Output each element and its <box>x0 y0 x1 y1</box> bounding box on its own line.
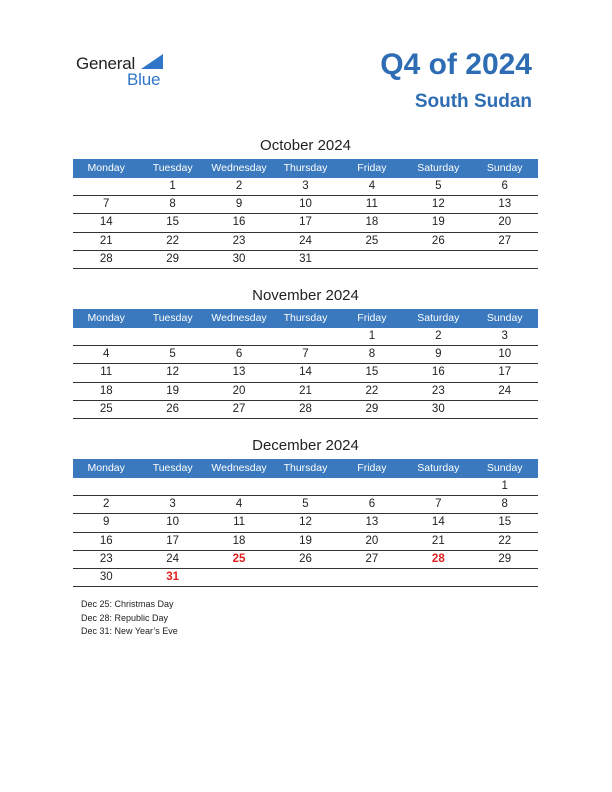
date-cell: 6 <box>235 348 243 361</box>
date-cell: 5 <box>169 348 176 361</box>
weekday-label: Saturday <box>417 462 460 474</box>
date-cell: 4 <box>103 348 110 361</box>
date-cell: 25 <box>99 402 113 415</box>
weekday-label: Sunday <box>486 312 523 324</box>
week-row <box>73 496 538 514</box>
date-cell: 10 <box>498 348 512 361</box>
date-cell <box>339 478 405 495</box>
date-cell: 19 <box>431 216 445 229</box>
date-cell: 27 <box>232 402 246 415</box>
week-row <box>73 196 538 214</box>
date-cell: 17 <box>299 216 312 229</box>
date-cell: 1 <box>501 480 508 492</box>
country-name: South Sudan <box>414 91 532 112</box>
week-row <box>73 514 538 532</box>
date-cell: 16 <box>99 534 113 547</box>
date-cell: 13 <box>232 366 246 379</box>
date-cell <box>206 478 272 495</box>
date-cell <box>405 251 471 268</box>
date-cell <box>73 178 139 195</box>
date-cell <box>139 328 205 345</box>
date-cell: 29 <box>498 552 512 565</box>
date-cell: 30 <box>99 570 113 583</box>
date-cell: 12 <box>166 366 180 379</box>
holiday-date-cell: 25 <box>232 552 246 565</box>
date-cell: 21 <box>99 234 113 247</box>
weekday-label: Friday <box>357 462 387 474</box>
date-cell: 23 <box>99 552 113 565</box>
weekday-label: Tuesday <box>152 162 193 174</box>
date-cell: 20 <box>232 384 246 397</box>
week-row <box>73 346 538 364</box>
date-cell: 2 <box>103 498 110 511</box>
date-cell: 26 <box>299 552 312 565</box>
logo-triangle-icon <box>141 54 163 69</box>
date-cell: 1 <box>169 180 176 192</box>
weekday-label: Tuesday <box>152 312 193 324</box>
date-cell: 21 <box>299 384 312 397</box>
date-cell: 17 <box>498 366 512 379</box>
weekday-label: Sunday <box>486 162 523 174</box>
date-cell: 29 <box>365 402 379 415</box>
date-cell: 23 <box>232 234 246 247</box>
week-row <box>73 178 538 196</box>
date-cell: 26 <box>166 402 180 415</box>
date-cell: 12 <box>299 516 312 529</box>
date-cell: 9 <box>103 516 110 529</box>
date-cell: 20 <box>365 534 379 547</box>
date-cell: 5 <box>302 498 309 511</box>
date-cell: 31 <box>299 252 312 265</box>
holiday-note: Dec 25: Christmas Day <box>81 599 174 609</box>
date-cell: 21 <box>431 534 445 547</box>
date-cell: 16 <box>431 366 445 379</box>
weekday-label: Monday <box>87 162 125 174</box>
weekday-header <box>73 459 538 478</box>
date-cell: 27 <box>498 234 512 247</box>
date-cell <box>472 401 538 418</box>
date-cell: 23 <box>431 384 445 397</box>
date-cell: 22 <box>166 234 180 247</box>
date-cell: 8 <box>501 498 508 511</box>
date-cell: 15 <box>498 516 512 529</box>
date-cell <box>272 328 338 345</box>
date-cell <box>339 251 405 268</box>
date-cell: 8 <box>169 198 176 211</box>
date-cell <box>472 569 538 586</box>
date-cell: 3 <box>501 330 508 342</box>
date-cell: 30 <box>232 252 246 265</box>
date-cell: 11 <box>100 366 113 379</box>
date-cell: 7 <box>435 498 442 511</box>
date-cell: 28 <box>99 252 113 265</box>
date-cell: 2 <box>235 180 243 192</box>
month-title: November 2024 <box>252 287 359 304</box>
logo <box>76 52 176 90</box>
month-title: December 2024 <box>252 437 359 454</box>
holiday-date-cell: 31 <box>166 570 180 583</box>
weekday-label: Thursday <box>283 312 328 324</box>
date-cell: 25 <box>365 234 379 247</box>
calendar-december <box>73 437 538 587</box>
week-row <box>73 251 538 269</box>
date-cell <box>339 569 405 586</box>
week-row <box>73 383 538 401</box>
date-cell: 18 <box>232 534 246 547</box>
calendar-november <box>73 287 538 419</box>
date-cell: 11 <box>365 198 378 211</box>
date-cell: 3 <box>302 180 309 192</box>
date-cell: 6 <box>368 498 376 511</box>
week-row <box>73 533 538 551</box>
date-cell: 20 <box>498 216 512 229</box>
weekday-label: Sunday <box>486 462 523 474</box>
weekday-label: Friday <box>357 312 387 324</box>
date-cell: 14 <box>431 516 445 529</box>
weekday-label: Saturday <box>417 312 460 324</box>
date-cell: 3 <box>169 498 176 511</box>
weekday-label: Saturday <box>417 162 460 174</box>
date-cell: 14 <box>299 366 312 379</box>
date-cell: 24 <box>166 552 180 565</box>
weekday-label: Thursday <box>283 462 328 474</box>
date-cell: 26 <box>431 234 445 247</box>
date-cell: 24 <box>299 234 312 247</box>
date-cell: 17 <box>166 534 180 547</box>
date-cell: 13 <box>498 198 512 211</box>
week-row <box>73 328 538 346</box>
date-cell: 22 <box>365 384 379 397</box>
date-cell: 15 <box>166 216 180 229</box>
month-title: October 2024 <box>260 137 351 154</box>
date-cell: 11 <box>233 516 246 529</box>
logo-general-text: General <box>76 54 136 73</box>
date-cell: 28 <box>299 402 312 415</box>
date-cell: 8 <box>368 348 376 361</box>
week-row <box>73 401 538 419</box>
weekday-label: Wednesday <box>211 462 267 474</box>
date-cell: 19 <box>166 384 180 397</box>
week-row <box>73 364 538 382</box>
date-cell: 4 <box>368 180 376 192</box>
weekday-label: Wednesday <box>211 162 267 174</box>
week-row <box>73 478 538 496</box>
weekday-label: Friday <box>357 162 387 174</box>
date-cell: 10 <box>299 198 312 211</box>
date-cell: 5 <box>435 180 442 192</box>
date-cell: 15 <box>365 366 379 379</box>
date-cell <box>272 569 338 586</box>
date-cell: 7 <box>103 198 110 211</box>
week-row <box>73 551 538 569</box>
date-cell: 13 <box>365 516 379 529</box>
date-cell: 18 <box>365 216 379 229</box>
date-cell: 1 <box>368 330 376 342</box>
date-cell: 14 <box>99 216 113 229</box>
holiday-note: Dec 28: Republic Day <box>81 612 169 623</box>
date-cell: 24 <box>498 384 512 397</box>
weekday-label: Monday <box>87 312 125 324</box>
weekday-header <box>73 159 538 178</box>
date-cell <box>272 478 338 495</box>
date-cell <box>73 478 139 495</box>
weekday-header <box>73 309 538 328</box>
date-cell: 9 <box>235 198 243 211</box>
date-cell: 9 <box>435 348 442 361</box>
weekday-label: Tuesday <box>152 462 193 474</box>
date-cell: 19 <box>299 534 312 547</box>
week-row <box>73 569 538 587</box>
date-cell: 12 <box>431 198 445 211</box>
page-title: Q4 of 2024 <box>380 48 532 81</box>
date-cell: 22 <box>498 534 512 547</box>
date-cell <box>206 569 272 586</box>
holiday-notes <box>81 598 178 639</box>
date-cell: 10 <box>166 516 180 529</box>
holiday-note: Dec 31: New Year’s Eve <box>81 626 178 637</box>
calendar-october <box>73 137 538 269</box>
weekday-label: Thursday <box>283 162 328 174</box>
date-cell <box>139 478 205 495</box>
date-cell: 16 <box>232 216 246 229</box>
date-cell: 30 <box>431 402 445 415</box>
weekday-label: Wednesday <box>211 312 267 324</box>
date-cell <box>73 328 139 345</box>
date-cell: 7 <box>302 348 309 361</box>
date-cell <box>472 251 538 268</box>
date-cell: 27 <box>365 552 379 565</box>
date-cell: 4 <box>235 498 243 511</box>
date-cell: 18 <box>99 384 113 397</box>
week-row <box>73 214 538 232</box>
date-cell <box>405 569 471 586</box>
date-cell: 29 <box>166 252 180 265</box>
logo-blue-text: Blue <box>127 70 161 89</box>
date-cell: 2 <box>435 330 442 342</box>
week-row <box>73 233 538 251</box>
date-cell <box>405 478 471 495</box>
date-cell: 6 <box>501 180 508 192</box>
weekday-label: Monday <box>87 462 125 474</box>
holiday-date-cell: 28 <box>431 552 445 565</box>
date-cell <box>206 328 272 345</box>
